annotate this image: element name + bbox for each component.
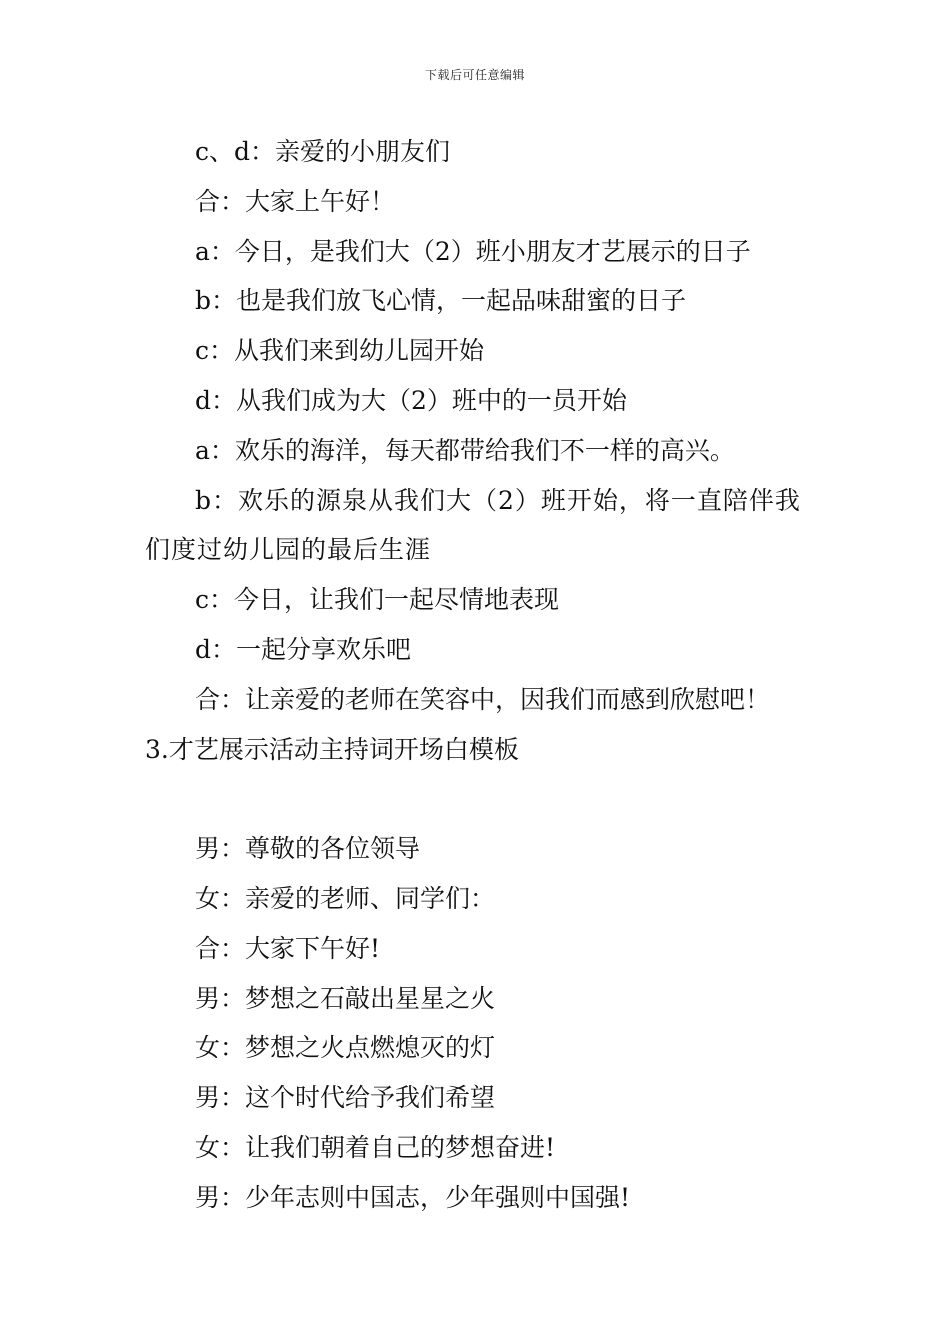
script-line-wrapped: b：欢乐的源泉从我们大（2）班开始，将一直陪伴我们度过幼儿园的最后生涯 (145, 485, 801, 565)
script-line: 女：亲爱的老师、同学们： (195, 883, 496, 913)
page-header: 下载后可任意编辑 (424, 68, 525, 82)
script-line: 女：让我们朝着自己的梦想奋进! (195, 1132, 556, 1162)
section-heading: 3.才艺展示活动主持词开场白模板 (145, 734, 519, 764)
script-line: c：今日，让我们一起尽情地表现 (195, 585, 560, 615)
script-line: 合：大家下午好! (195, 933, 381, 963)
script-line: 男：这个时代给予我们希望 (195, 1083, 496, 1113)
script-line: a：今日，是我们大（2）班小朋友才艺展示的日子 (195, 236, 751, 266)
script-line: c、d：亲爱的小朋友们 (195, 137, 451, 166)
script-line: a：欢乐的海洋，每天都带给我们不一样的高兴。 (195, 435, 735, 465)
script-line: 合：大家上午好！ (195, 186, 396, 216)
script-line: 女：梦想之火点燃熄灭的灯 (195, 1033, 496, 1063)
script-line: 男：梦想之石敲出星星之火 (195, 983, 496, 1013)
script-line: d：一起分享欢乐吧 (195, 634, 412, 664)
blank-line (145, 774, 810, 824)
script-line: d：从我们成为大（2）班中的一员开始 (195, 385, 627, 415)
script-line: b：也是我们放飞心情，一起品味甜蜜的日子 (195, 286, 687, 316)
script-line: c：从我们来到幼儿园开始 (195, 336, 485, 366)
script-line: 男：尊敬的各位领导 (195, 834, 421, 864)
script-line: 合：让亲爱的老师在笑容中，因我们而感到欣慰吧！ (195, 684, 771, 714)
script-line: 男：少年志则中国志，少年强则中国强! (195, 1182, 631, 1212)
document-body (145, 127, 810, 1223)
